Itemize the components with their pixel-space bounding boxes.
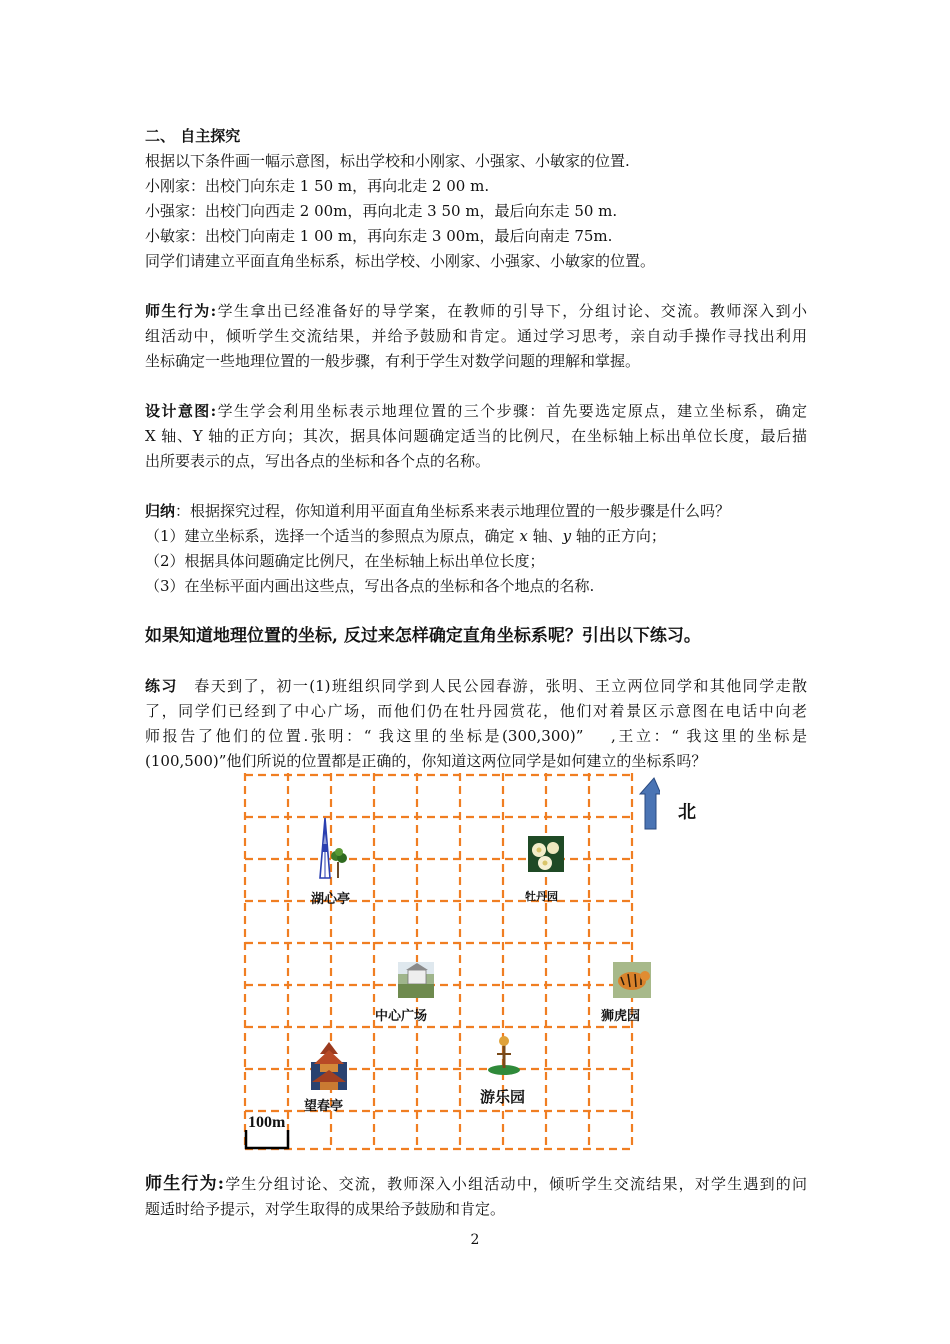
place-label-wangchun: 望春亭 [304,1099,344,1114]
exercise-label: 练习 [145,677,178,695]
place-label-huxin: 湖心亭 [311,892,351,907]
activity1-line: 组活动中，倾听学生交流结果，并给予鼓励和肯定。通过学习思考，亲自动手操作寻找出利用 [145,327,807,345]
exercise-line: 师报告了他们的位置.张明：“ 我这里的坐标是(300,300)” ,王立：“ 我这里的坐标是 [145,727,807,745]
page-number: 2 [470,1232,480,1248]
activity1-label: 师生行为: [145,302,217,320]
north-label: 北 [678,802,696,823]
summary-step: （3）在坐标平面内画出这些点，写出各点的坐标和各个地点的名称. [145,577,595,595]
pavilion-tower-icon [320,818,347,878]
place-label-youle: 游乐园 [480,1088,526,1106]
scale-label: 100m [248,1114,286,1131]
design-line: X 轴、Y 轴的正方向；其次，据具体问题确定适当的比例尺，在坐标轴上标出单位长度，最后描 [145,427,807,445]
activity1-line: 师生行为:学生拿出已经准备好的导学案，在教师的引导下，分组讨论、交流。教师深入到小 [145,302,807,320]
section-line: 小刚家：出校门向东走 1 50 m，再向北走 2 00 m. [145,177,490,195]
summary-label: 归纳 [145,502,176,520]
place-label-mudan: 牡丹园 [525,890,558,903]
scale-bracket [246,1130,288,1148]
design-line: 设计意图:学生学会利用坐标表示地理位置的三个步骤：首先要选定原点，建立坐标系，确定 [145,402,807,420]
design-line: 出所要表示的点，写出各点的坐标和各个点的名称。 [145,452,491,470]
activity2-label: 师生行为: [145,1174,225,1194]
place-label-zhongxin: 中心广场 [375,1009,428,1024]
peony-flower-icon [528,836,564,872]
north-arrow-icon [640,778,660,829]
question-heading: 如果知道地理位置的坐标, 反过来怎样确定直角坐标系呢？引出以下练习。 [145,626,701,646]
activity2-line: 题适时给予提示，对学生取得的成果给予鼓励和肯定。 [145,1200,506,1218]
pagoda-icon [311,1042,347,1090]
summary-intro: 归纳：根据探究过程，你知道利用平面直角坐标系来表示地理位置的一般步骤是什么吗？ [145,502,731,520]
activity1-line: 坐标确定一些地理位置的一般步骤，有利于学生对数学问题的理解和掌握。 [145,352,641,370]
section-line: 同学们请建立平面直角坐标系，标出学校、小刚家、小强家、小敏家的位置。 [145,252,656,270]
design-label: 设计意图: [145,402,217,420]
activity2-line: 师生行为:学生分组讨论、交流，教师深入小组活动中，倾听学生交流结果，对学生遇到的问 [145,1174,807,1194]
section-line: 小强家：出校门向西走 2 00m，再向北走 3 50 m，最后向东走 50 m. [145,202,618,220]
exercise-line: 练习 春天到了，初一(1)班组织同学到人民公园春游，张明、王立两位同学和其他同学走散 [145,677,807,695]
map-grid [245,773,635,1150]
exercise-line: 了，同学们已经到了中心广场，而他们仍在牡丹园赏花，他们对着景区示意图在电话中向老 [145,702,807,720]
park-map [240,770,660,1155]
central-square-building-icon [398,962,434,998]
section-line: 根据以下条件画一幅示意图，标出学校和小刚家、小强家、小敏家的位置. [145,152,630,170]
summary-step: （1）建立坐标系，选择一个适当的参照点为原点，确定 x 轴、y 轴的正方向； [145,527,666,545]
tiger-icon [613,962,651,998]
summary-step: （2）根据具体问题确定比例尺，在坐标轴上标出单位长度； [145,552,545,570]
section-heading: 二、 自主探究 [145,127,241,145]
section-line: 小敏家：出校门向南走 1 00 m，再向东走 3 00m，最后向南走 75m. [145,227,613,245]
amusement-park-icon [488,1036,520,1075]
exercise-line: (100,500)”他们所说的位置都是正确的，你知道这两位同学是如何建立的坐标系吗？ [145,752,707,770]
place-label-shihu: 狮虎园 [601,1009,641,1024]
